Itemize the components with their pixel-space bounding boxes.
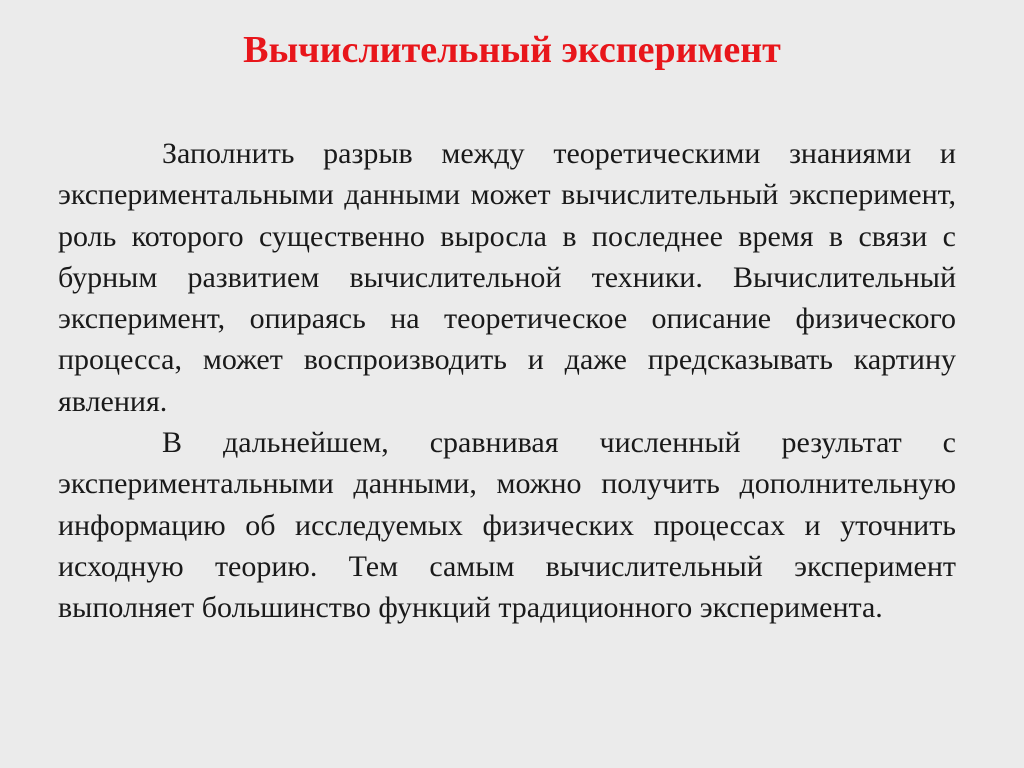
slide-body: [58, 133, 956, 629]
paragraph-2: В дальнейшем, сравнивая численный результат с экспериментальными данными, можно получить дополнительную информацию об исследуемых физических процессах и уточнить исходную теорию. Тем самым вычислительный эксперимент выполняет большинство функций традиционного эксперимента.: [58, 426, 956, 625]
slide-title: Вычислительный эксперимент: [243, 29, 781, 71]
paragraph-1: Заполнить разрыв между теоретическими знаниями и экспериментальными данными может вычислительный эксперимент, роль которого существенно выросла в последнее время в связи с бурным развитием вычислительной техники. Вычислительный эксперимент, опираясь на теоретическое описание физического процесса, может воспроизводить и даже предсказывать картину явления.: [58, 137, 956, 418]
